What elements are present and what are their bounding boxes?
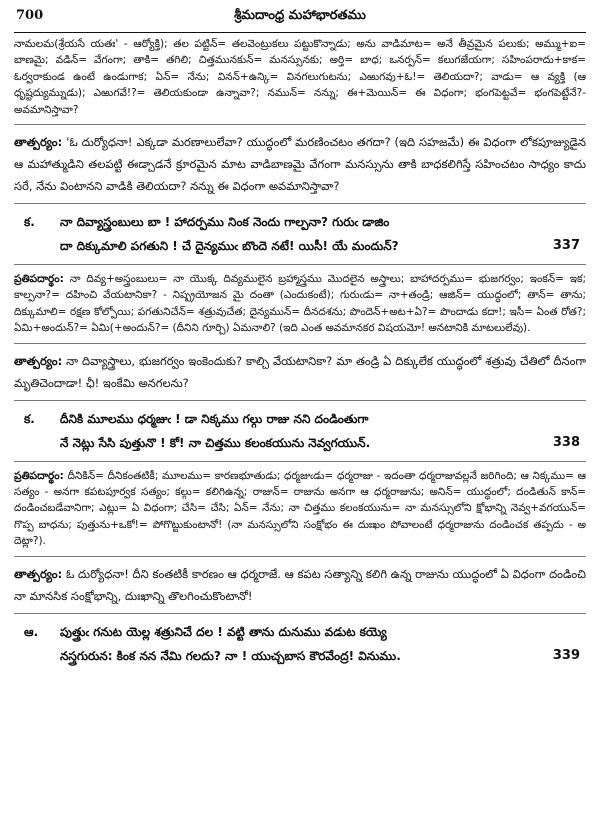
verse-lines [60,620,586,668]
verse-lines [60,407,586,455]
gloss-label: ప్రతిపదార్థం: [14,469,64,482]
divider [14,613,586,614]
block-0-gloss [14,36,586,118]
book-title: శ్రీమదాంధ్ర మహాభారతము [234,8,366,23]
page-number: 700 [16,8,44,23]
verse-line: నా దివ్యాస్త్రంబులు బా ! హాదర్పము నింక నెందు గాల్పనా? గురుఁ డాజిం [60,215,390,230]
page [0,6,600,837]
verse-339 [14,620,586,668]
verse-line: నే నెట్లు సేసి పుత్తునొ ! కో! నా చిత్తము కలంకయును నెవ్వగయున్. [60,435,371,450]
verse-lines [60,210,586,258]
explanation-text: 'ఓ దుర్యోధనా! ఎక్కడా మరణాలులేవా? యుద్ధంలో మరణించటం తగదా? (ఇది సహజమే) ఈ విధంగా లోకపూజ్యుడైన ఆ మహాత్ముడిని తలపట్టి ఈడ్చాడనే క్రూరమైన మాట వాడిబాణమై వేగంగా మనస్సును తాకి బాధకలిగిస్తే సహించటం సాధ్యం కాదు సరే, నేను వింటానని వాడికి తెలియదా? నన్ను ఈ విధంగా అవమానిస్తావా? [14,135,587,194]
verse-meter: ఆ. [24,624,39,639]
verse-meter: క. [24,215,35,230]
explanation-label: తాత్పర్యం: [14,353,63,368]
explanation-paragraph [14,350,586,394]
page-header [14,6,586,33]
divider [14,203,586,204]
gloss-text: నా దివ్య+అస్త్రంబులు= నా యొక్క దివ్యములైన బ్రహ్మాస్త్రము మొదలైన అస్త్రాలు; బాహాదర్పము= భుజగర్వం; ఇంకన్= ఇక; కాల్పనా?= దహించి వేయటానికా? - నిష్ప్రయోజన మై దంతా (ఎందుకంటే); గురుఁడు= నా+తండ్రి; ఆజిన్= యుద్ధంలో; తాన్= తాను; దిక్కుమాలి= రక్షణ కోల్పోయి; పగతునిచేన్= శత్రువుచేత; దైన్యమున్= దీనదశను; పొందెన్+అట+ఏ?= పొందాడు కదా!; ఇసీ= ఏంత రోత?; ఏమి+అందున్?= ఏమి(+అందున్?= (దీనిని గూర్చి) ఏమనాలి? (ఇది ఎంత అవమానకర విషయమో! అనటానికి మాటలులేవు). [14,273,587,335]
verse-line: దా దిక్కుమాలి పగతుని ! చే దైన్యముఁ బొందె నటే! యిసీ! యే మందున్? [60,239,399,254]
gloss-paragraph [14,271,586,337]
verse-line: నస్త్రగురున: కింక నన నేమి గలదు? నా ! యుచ్చబాస కౌరవేంద్ర! వినుము. [60,648,401,663]
verse-number: 338 [552,434,580,450]
explanation-label: తాత్పర్యం: [14,566,63,581]
gloss-text: నామలమ(శ్రేయసే యతః' - ఆర్యోక్తి); తల పట్టిన్= తలవెంట్రుకలు పట్టుకొన్నాడు; అను వాడిమాట= అనే తీవ్రమైన పలుకు; అమ్ము+ఐ= బాణమై; వడిన్= వేగంగా; తాకి= తగిలి; చిత్తమునకున్= మనస్సునకు; అర్తి= బాధ; ఒనర్పన్= కలుగజేయగా; సహింపరాదు+కాక= ఓర్వరాకుండ ఉంటే ఉండుగాక; ఏన్= నేను; వినన్+ఉన్కి= వినగలుగుటను; ఎఱుగవు+ఓ!= తెలియదా?; వాడు= ఆ వ్యక్తి (ఆ ధృష్టద్యుమ్నుడు); ఎఱుగవే!?= తెలియకుండా ఉన్నావా?; నమున్= నన్ను; ఈ+మెయిన్= ఈ విధంగా; భంగపెట్టవే= భంగపెట్టేనే?- అవమానిస్తావా? [14,38,586,116]
gloss-text: దీనికిన్= దీనికంతటికీ; మూలము= కారణభూతుడు; ధర్మజుఁడు= ధర్మరాజు - ఇదంతా ధర్మరాజువల్లనే జరిగింది; ఆ నిక్కము= ఆ సత్యం - అనగా కపటపూర్వక సత్యం; కల్గు= కలిగిఉన్న; రాజున్= రాజును అనగా ఆ ధర్మరాజును; అనిన్= యుద్ధంలో; దండితున్ కాన్= దండించబడేవానిగా; ఎట్లు= ఏ విధంగా; చేసి= చేసి; ఏన్= నేను; నా చిత్తము కలంకయును= నా మనస్సులోని క్షోభాన్ని నెవ్వ+వగయున్= గొప్ప బాధను; పుత్తును+ఒకో!= పోగొట్టుకుంటానో! (నా మనస్సులోని సంక్షోభం ఈ దుఃఖం పోవాలంటే ధర్మరాజును దండించక తప్పదు - అ దెట్లా?). [14,469,586,548]
divider [14,556,586,557]
explanation-paragraph [14,131,586,197]
gloss-label: ప్రతిపదార్థం: [14,273,64,286]
gloss-paragraph [14,468,586,550]
explanation-label: తాత్పర్యం: [14,135,63,150]
divider [14,124,586,125]
divider [14,400,586,401]
verse-337 [14,210,586,258]
divider [14,343,586,344]
divider [14,461,586,462]
verse-line: దీనికి మూలము ధర్మజుఁ ! డా నిక్కము గల్గు రాజు నని దండింతుగా [60,411,369,426]
explanation-paragraph [14,563,586,607]
verse-number: 337 [552,238,580,254]
verse-line: పుత్త్రుఁ గనుట యెల్ల శత్రునిచే దల ! వట్టి తాను దునుము వడుట కయ్యె [60,624,387,639]
verse-338 [14,407,586,455]
verse-number: 339 [552,647,580,663]
explanation-text: నా దివ్యాస్త్రాలు, భుజగర్వం ఇంకెందుకు? కాల్చి వేయటానికా? మా తండ్రి ఏ దిక్కులేక యుద్ధంలో శత్రువు చేతిలో దీనంగా మృతిచెందాడా! ఛీ! ఇంకేమి అనగలను? [14,353,587,390]
divider [14,264,586,265]
verse-meter: క. [24,411,35,426]
explanation-text: ఓ దుర్యోధనా! దీని కంతటికీ కారణం ఆ ధర్మరాజే. ఆ కపట సత్యాన్ని కలిగి ఉన్న రాజును యుద్ధంలో ఏ విధంగా దండించి నా మానసిక సంక్షోభాన్ని, దుఃఖాన్ని తొలగించుకొంటానో! [14,566,586,603]
